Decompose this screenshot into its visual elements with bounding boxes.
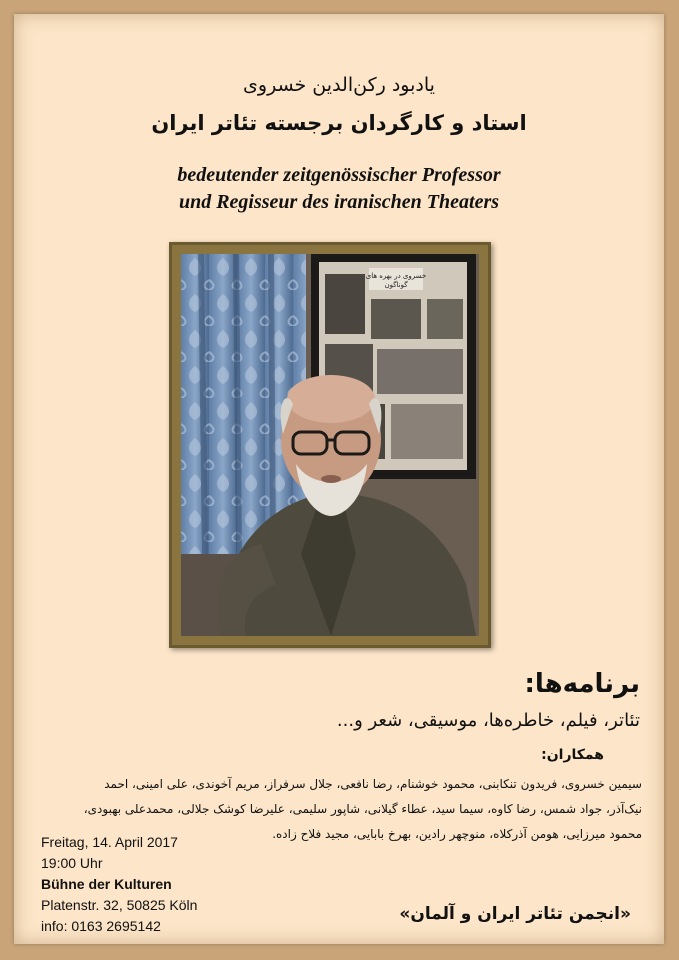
collaborators-line-2: نیک‌آذر، جواد شمس، رضا کاوه، سیما سید، عطاء گیلانی، شاپور سلیمی، علیرضا کوشک جلالی، محمدعلی بهبودی، — [83, 802, 642, 816]
poster — [14, 14, 664, 944]
program-items: تئاتر، فیلم، خاطره‌ها، موسیقی، شعر و... — [336, 710, 640, 731]
event-venue: Bühne der Kulturen — [41, 876, 172, 892]
program-title: برنامه‌ها: — [524, 669, 640, 699]
event-time: 19:00 Uhr — [41, 855, 103, 871]
event-info-phone: info: 0163 2695142 — [41, 918, 161, 934]
portrait-photo — [181, 254, 479, 636]
photo-frame — [169, 242, 491, 648]
wall-poster-text-1: خسروی در بهره های — [365, 272, 427, 280]
organizer-name: «انجمن تئاتر ایران و آلمان» — [399, 904, 631, 924]
title-persian-line1: یادبود رکن‌الدین خسروی — [243, 74, 435, 96]
title-german-line2: und Regisseur des iranischen Theaters — [178, 191, 500, 213]
title-persian-line2: استاد و کارگردان برجسته تئاتر ایران — [151, 111, 527, 135]
collaborators-line-1: سیمین خسروی، فریدون تنکابنی، محمود خوشنام، رضا نافعی، جلال سرفراز، مریم آخوندی، علی امینی، احمد — [104, 777, 642, 791]
collaborators-title: همکاران: — [541, 747, 604, 763]
portrait-illustration — [181, 254, 479, 636]
wall-poster-text-2: گوناگون — [384, 281, 408, 289]
collaborators-line-3: محمود میرزایی، هومن آذرکلاه، منوچهر رادین، بهرخ بابایی، مجید فلاح زاده. — [272, 827, 642, 841]
title-german-line1: bedeutender zeitgenössischer Professor — [177, 164, 501, 186]
event-address: Platenstr. 32, 50825 Köln — [41, 897, 198, 913]
event-date: Freitag, 14. April 2017 — [41, 834, 178, 850]
